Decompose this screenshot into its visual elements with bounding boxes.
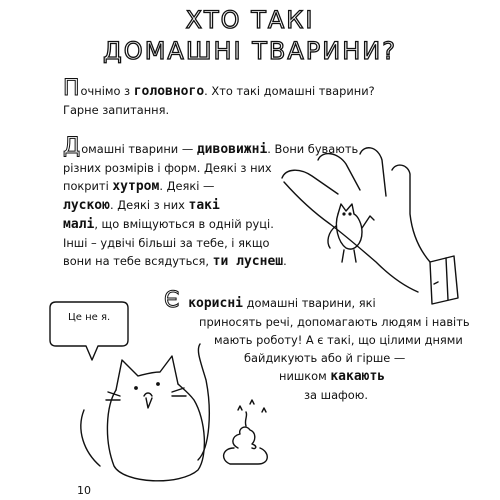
emphasis-word: какають: [330, 369, 386, 384]
text-line: байдикують або й гірше —: [244, 351, 406, 365]
text-run: . Деякі з них: [109, 198, 189, 212]
text-run: . Вони бувають: [267, 142, 359, 156]
text-line: Інші – удвічі більші за тебе, і якщо: [63, 236, 270, 250]
tiny-cat-illustration: [328, 204, 374, 262]
poop-illustration: [224, 400, 268, 464]
text-run: омашні тварини —: [81, 142, 197, 156]
text-line: приносять речі, допомагають людям і навіть: [199, 315, 470, 329]
drop-cap: Є: [164, 288, 180, 313]
emphasis-word: головного: [133, 84, 205, 99]
text-run: . Деякі —: [159, 179, 215, 193]
hand-illustration: [282, 148, 458, 304]
page-number: 10: [77, 484, 91, 497]
text-line: Гарне запитання.: [63, 103, 170, 117]
emphasis-word: хутром: [112, 179, 160, 194]
text-run: вони на тебе всядуться,: [63, 254, 213, 268]
text-run: .: [283, 254, 287, 268]
text-line: за шафою.: [304, 388, 368, 402]
drop-cap: Д: [63, 134, 81, 159]
cat-illustration: [81, 344, 209, 481]
emphasis-word: дивовижні: [196, 142, 268, 157]
page-title-line-1: ХТО ТАКІ: [185, 6, 315, 34]
emphasis-word: малі: [63, 217, 95, 232]
speech-bubble: [50, 302, 128, 360]
speech-bubble-text: Це не я.: [68, 312, 111, 323]
drop-cap: П: [63, 76, 80, 101]
text-run: покриті: [63, 179, 113, 193]
text-run: , що вміщуються в одній руці.: [94, 217, 274, 231]
text-line: різних розмірів і форм. Деякі з них: [63, 161, 272, 175]
page-title-line-2: ДОМАШНІ ТВАРИНИ?: [103, 37, 397, 65]
emphasis-word: ти луснеш: [212, 254, 284, 269]
emphasis-word: корисні: [180, 296, 243, 311]
text-line: мають роботу! А є такі, що цілими днями: [214, 333, 463, 347]
text-run: очнімо з: [80, 84, 134, 98]
text-run: . Хто такі домашні тварини?: [204, 84, 375, 98]
emphasis-word: лускою: [63, 198, 110, 213]
emphasis-word: такі: [188, 198, 220, 213]
text-run: нишком: [279, 369, 331, 383]
text-run: домашні тварини, які: [243, 296, 376, 310]
